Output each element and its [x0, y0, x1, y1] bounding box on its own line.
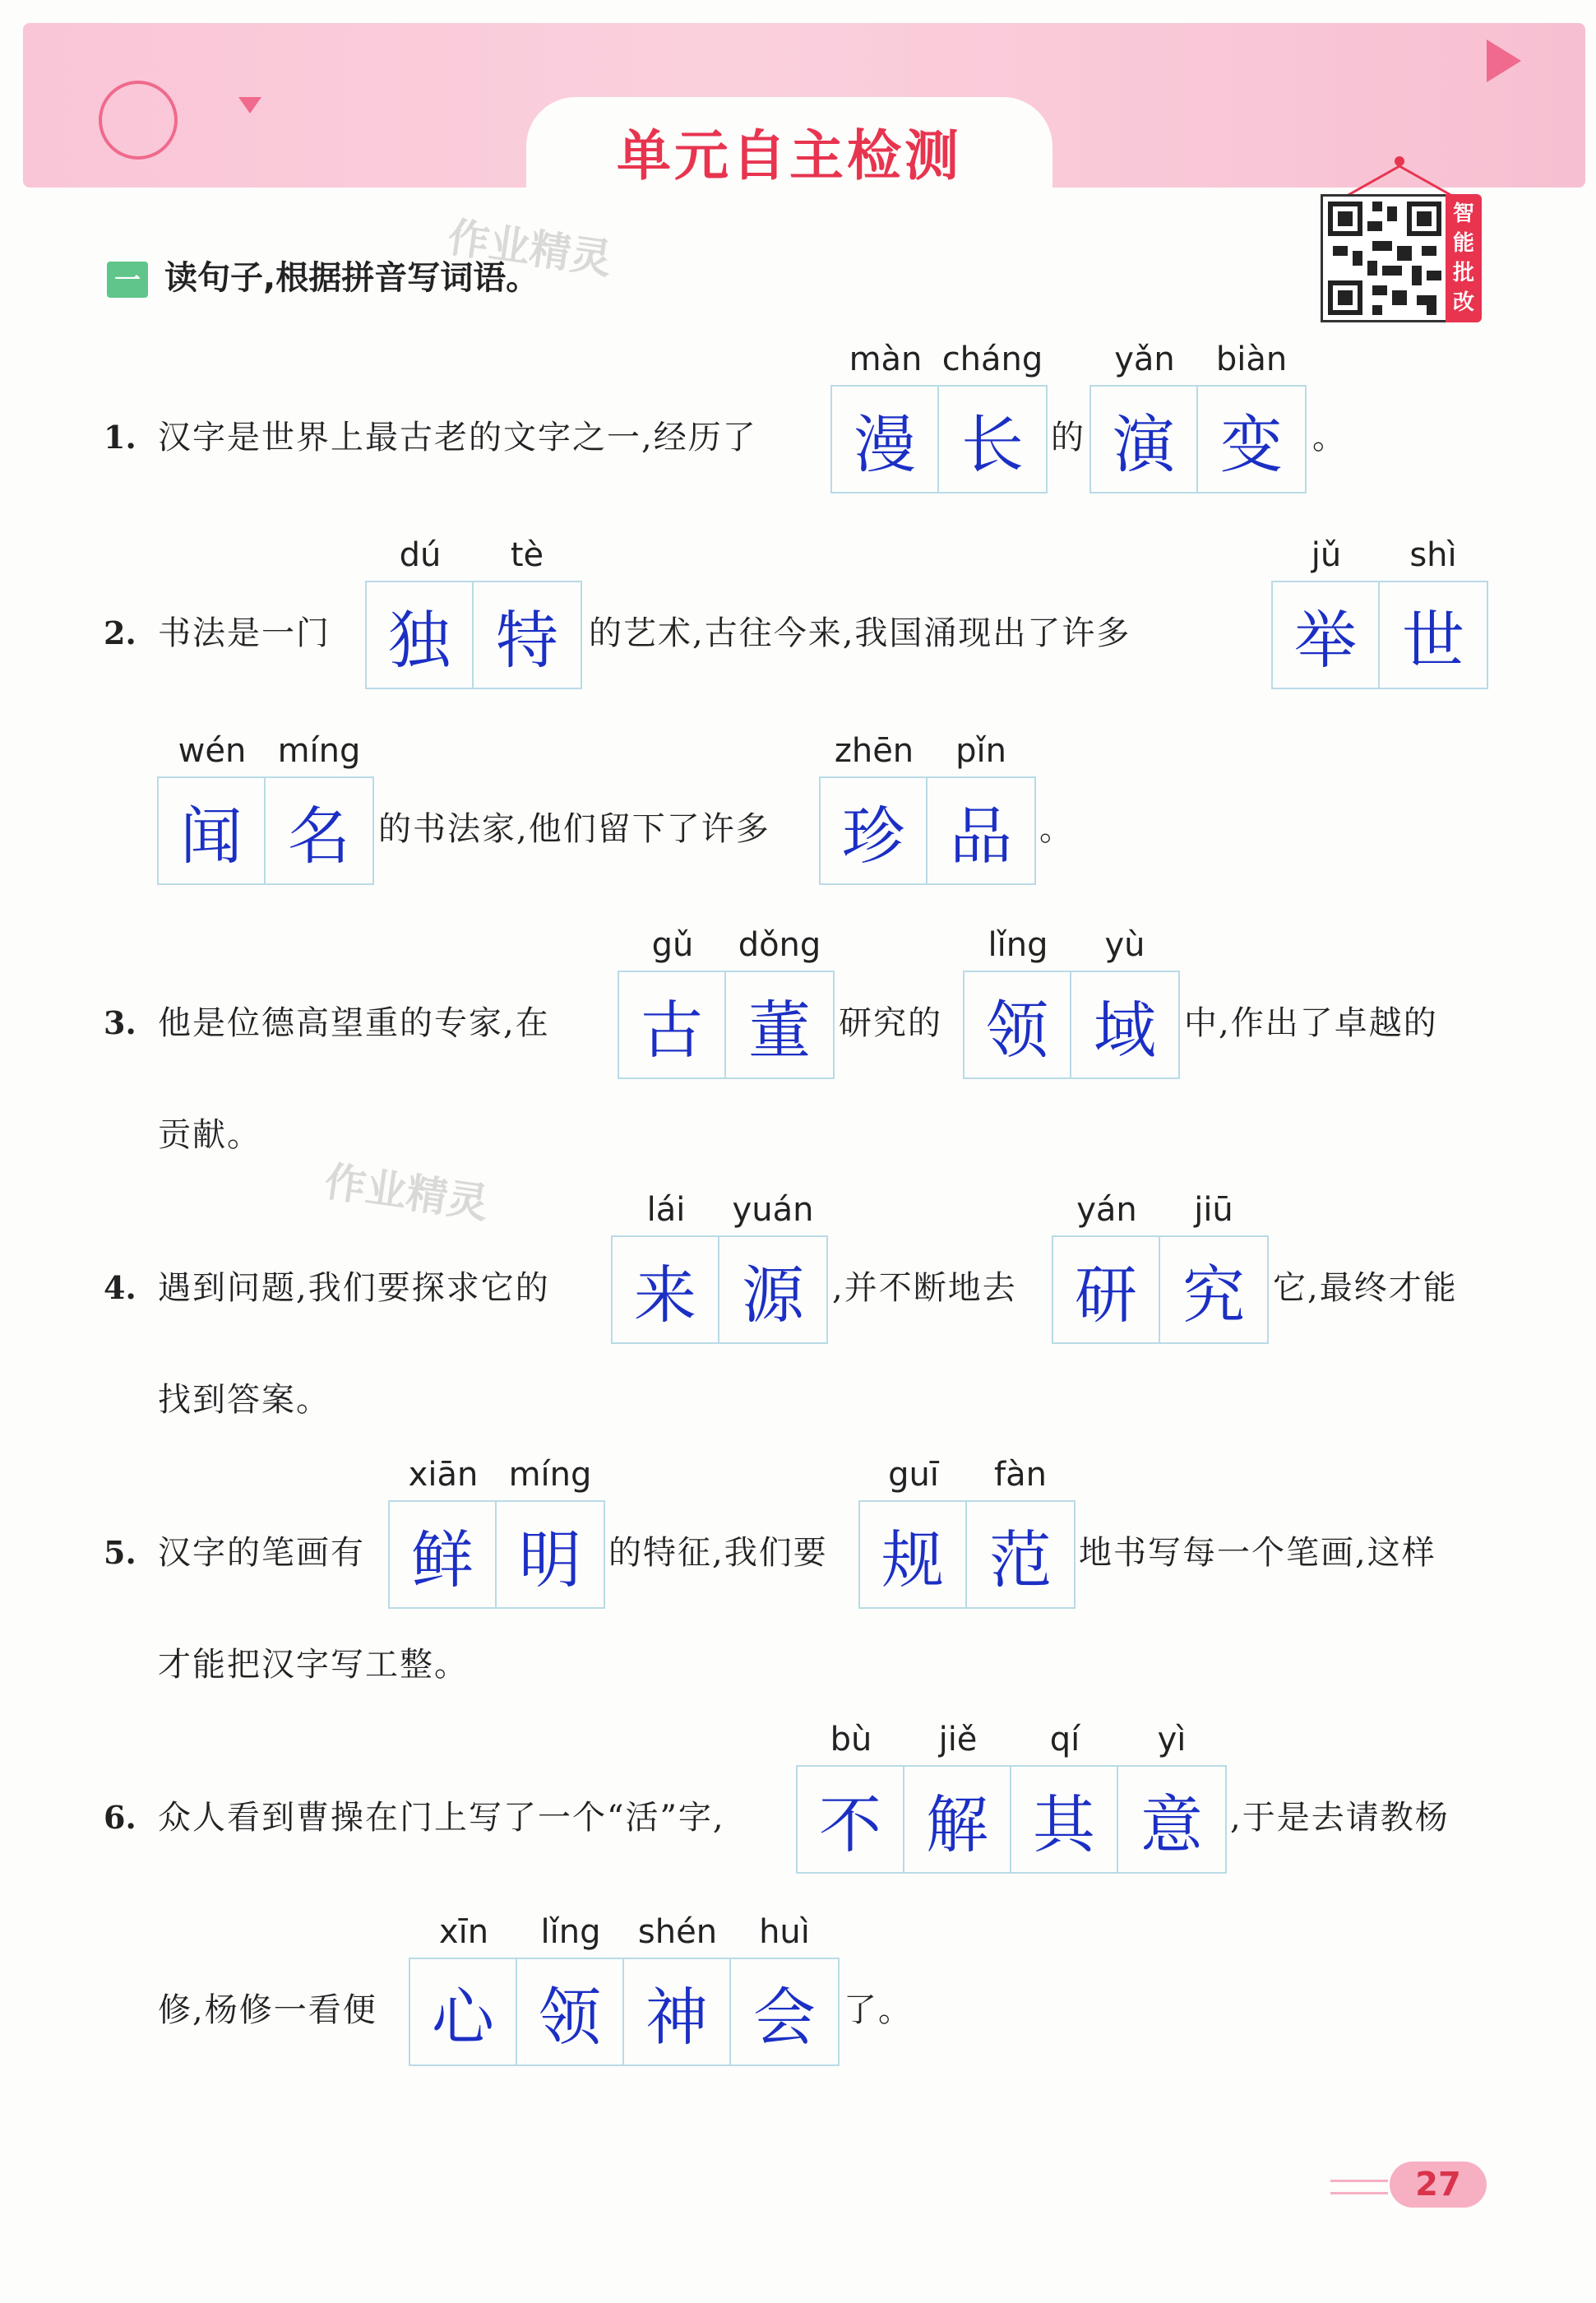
decorative-circle-icon: [99, 81, 178, 160]
question-text: 研究的: [839, 1004, 942, 1042]
question-number: 5.: [104, 1534, 136, 1571]
answer-grid[interactable]: [830, 385, 1048, 494]
question-text: 找到答案。: [158, 1381, 331, 1419]
pinyin-label: jiě: [938, 1721, 978, 1759]
answer-grid[interactable]: [409, 1958, 840, 2066]
page-number: 27: [1415, 2166, 1461, 2203]
answer-cell[interactable]: 世: [1402, 603, 1464, 677]
pinyin-label: lǐng: [988, 926, 1048, 964]
pinyin-label: tè: [510, 536, 544, 574]
answer-cell[interactable]: 领: [965, 972, 1071, 1077]
answer-cell[interactable]: 规: [860, 1502, 967, 1607]
answer-cell[interactable]: 长: [961, 407, 1024, 481]
pinyin-label: bù: [830, 1721, 872, 1759]
question-text: 中,作出了卓越的: [1184, 1004, 1438, 1042]
answer-cell[interactable]: 研: [1053, 1237, 1160, 1342]
question-text: 他是位德高望重的专家,在: [158, 1004, 550, 1042]
question-text: 了。: [844, 1991, 913, 2029]
pinyin-label: míng: [508, 1456, 592, 1494]
qr-code-block[interactable]: [1314, 156, 1483, 329]
question-text: 修,杨修一看便: [158, 1991, 377, 2029]
answer-cell[interactable]: 领: [517, 1959, 624, 2064]
answer-grid[interactable]: [157, 776, 374, 885]
answer-cell[interactable]: 会: [753, 1980, 816, 2054]
answer-grid[interactable]: [611, 1235, 828, 1344]
answer-cell[interactable]: 古: [619, 972, 726, 1077]
answer-cell[interactable]: 明: [519, 1522, 581, 1596]
answer-cell[interactable]: 董: [748, 993, 811, 1067]
answer-grid[interactable]: [796, 1765, 1227, 1874]
watermark: 作业精灵: [445, 213, 615, 284]
section-number-badge: 一: [107, 262, 148, 298]
pinyin-label: huì: [759, 1913, 810, 1951]
qr-side-label[interactable]: 智能批改: [1446, 194, 1482, 322]
pinyin-label: míng: [277, 732, 361, 770]
pinyin-label: wén: [178, 732, 247, 770]
pinyin-label: pǐn: [955, 732, 1006, 770]
question-text: 汉字是世界上最古老的文字之一,经历了: [158, 419, 757, 456]
answer-grid[interactable]: [819, 776, 1036, 885]
question-number: 4.: [104, 1269, 136, 1306]
answer-grid[interactable]: [963, 971, 1180, 1079]
question-text: 。: [1039, 810, 1074, 848]
question-text: 遇到问题,我们要探求它的: [158, 1269, 550, 1307]
answer-grid[interactable]: [618, 971, 835, 1079]
answer-cell[interactable]: 鲜: [390, 1502, 497, 1607]
question-text: 众人看到曹操在门上写了一个“活”字,: [158, 1799, 725, 1837]
answer-cell[interactable]: 漫: [832, 387, 939, 492]
question-text: 地书写每一个笔画,这样: [1079, 1534, 1436, 1572]
watermark: 作业精灵: [322, 1157, 492, 1228]
pinyin-label: lái: [646, 1191, 686, 1229]
answer-cell[interactable]: 解: [904, 1767, 1011, 1872]
page-title: 单元自主检测: [617, 124, 962, 188]
pinyin-label: cháng: [941, 341, 1043, 378]
answer-cell[interactable]: 心: [410, 1959, 517, 2064]
pinyin-label: gǔ: [651, 926, 694, 964]
answer-cell[interactable]: 其: [1011, 1767, 1118, 1872]
question-text: 的特征,我们要: [608, 1534, 828, 1572]
answer-cell[interactable]: 源: [742, 1258, 804, 1332]
section-title: 读句子,根据拼音写词语。: [164, 259, 539, 297]
pinyin-label: fàn: [994, 1456, 1047, 1494]
pinyin-label: yán: [1076, 1191, 1137, 1229]
answer-grid[interactable]: [388, 1500, 605, 1609]
pinyin-label: xīn: [438, 1913, 489, 1951]
pinyin-label: xiān: [408, 1456, 479, 1494]
answer-grid[interactable]: [1052, 1235, 1269, 1344]
pinyin-label: qí: [1049, 1721, 1080, 1759]
question-number: 1.: [104, 419, 136, 456]
answer-cell[interactable]: 范: [989, 1522, 1052, 1596]
pinyin-label: yù: [1104, 926, 1145, 964]
answer-cell[interactable]: 究: [1182, 1258, 1245, 1332]
page-number-decoration: [1330, 2180, 1388, 2194]
question-text: ,并不断地去: [832, 1269, 1017, 1307]
answer-grid[interactable]: [858, 1500, 1076, 1609]
question-text: 汉字的笔画有: [158, 1534, 365, 1572]
answer-grid[interactable]: [1089, 385, 1307, 494]
pinyin-label: yǎn: [1114, 341, 1175, 378]
qr-code-icon[interactable]: [1321, 194, 1449, 322]
answer-cell[interactable]: 来: [613, 1237, 719, 1342]
question-text: 的书法家,他们留下了许多: [378, 810, 770, 848]
answer-cell[interactable]: 品: [950, 799, 1012, 873]
answer-cell[interactable]: 闻: [159, 778, 266, 883]
pinyin-label: dú: [399, 536, 442, 574]
pinyin-label: dǒng: [738, 926, 821, 964]
answer-cell[interactable]: 举: [1273, 582, 1380, 688]
answer-grid[interactable]: [1271, 581, 1488, 689]
pinyin-label: shén: [637, 1913, 718, 1951]
answer-cell[interactable]: 特: [496, 603, 558, 677]
decorative-play-icon: [1487, 39, 1521, 82]
question-text: 贡献。: [158, 1116, 261, 1154]
pinyin-label: màn: [849, 341, 923, 378]
answer-grid[interactable]: [365, 581, 582, 689]
question-text: 。: [1312, 419, 1347, 456]
pinyin-label: zhēn: [834, 732, 914, 770]
question-text: 才能把汉字写工整。: [158, 1646, 469, 1684]
pinyin-label: biàn: [1215, 341, 1288, 378]
answer-cell[interactable]: 意: [1140, 1787, 1203, 1861]
question-text: 书法是一门: [158, 614, 331, 652]
question-text: 的: [1051, 419, 1085, 456]
pinyin-label: shì: [1409, 536, 1457, 574]
answer-cell[interactable]: 珍: [821, 778, 928, 883]
answer-cell[interactable]: 神: [624, 1959, 731, 2064]
answer-cell[interactable]: 变: [1220, 407, 1283, 481]
question-number: 3.: [104, 1004, 136, 1041]
pinyin-label: jiū: [1194, 1191, 1233, 1229]
question-text: ,于是去请教杨: [1230, 1799, 1450, 1837]
question-number: 2.: [104, 614, 136, 651]
question-text: 的艺术,古往今来,我国涌现出了许多: [589, 614, 1131, 652]
question-number: 6.: [104, 1799, 136, 1836]
pinyin-label: jǔ: [1311, 536, 1342, 574]
answer-cell[interactable]: 独: [367, 582, 474, 688]
pinyin-label: yuán: [732, 1191, 814, 1229]
pinyin-label: lǐng: [540, 1913, 601, 1951]
answer-cell[interactable]: 演: [1091, 387, 1198, 492]
answer-cell[interactable]: 域: [1094, 993, 1156, 1067]
question-text: 它,最终才能: [1273, 1269, 1458, 1307]
decorative-triangle-icon: [238, 97, 261, 114]
pinyin-label: guī: [888, 1456, 939, 1494]
answer-cell[interactable]: 不: [798, 1767, 904, 1872]
pinyin-label: yì: [1157, 1721, 1187, 1759]
answer-cell[interactable]: 名: [288, 799, 350, 873]
